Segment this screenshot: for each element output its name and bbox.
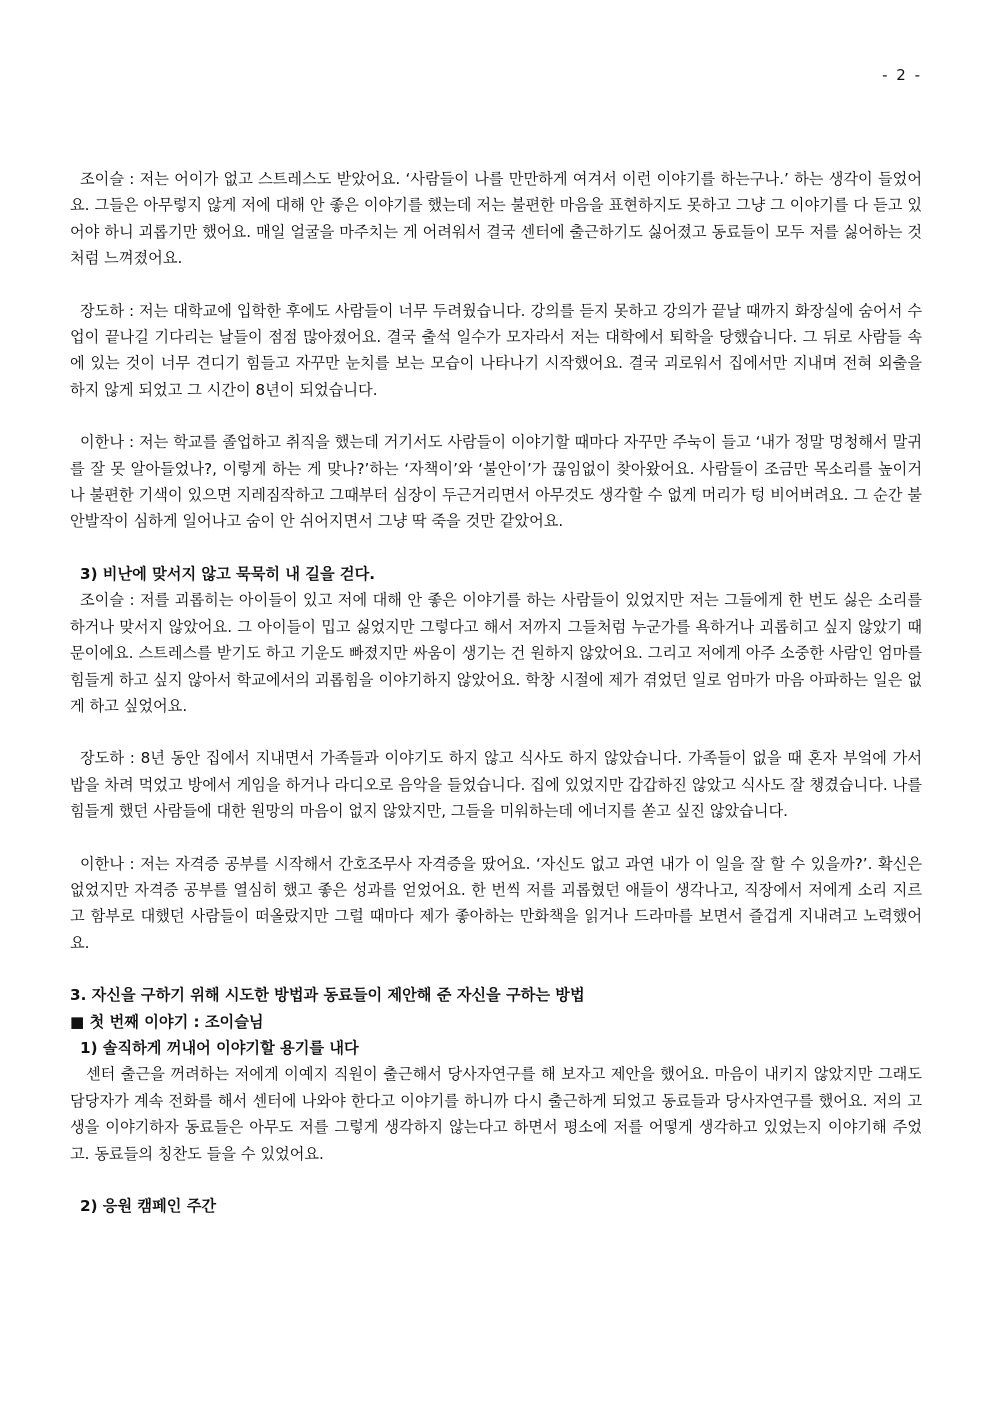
chapter-heading-saving-self: 3. 자신을 구하기 위해 시도한 방법과 동료들이 제안해 준 자신을 구하는 방법 [70,986,585,1005]
section-heading-walk-my-way: 3) 비난에 맞서지 않고 묵묵히 내 길을 걷다. [80,564,376,583]
paragraph-joiseul-bullying: 조이슬 : 저를 괴롭히는 아이들이 있고 저에 대해 안 좋은 이야기를 하는 사람들이 있었지만 저는 그들에게 한 번도 싫은 소리를 하거나 맞서지 않았어요. 그 아이들이 밉고 싫었지만 그렇다고 해서 저까지 그들처럼 누군가를 욕하거나 괴롭히고 싶지 않았기 때문이에요. 스트레스를 받기도 하고 기운도 빠졌지만 싸움이 생기는 건 원하지 않았어요. 그리고 저에게 아주 소중한 사람인 엄마를 힘들게 하고 싶지 않아서 학교에서의 괴롭힘을 이야기하지 않았어요. 학창 시절에 제가 겪었던 일로 엄마가 마음 아파하는 일은 없게 하고 싶었어요. [70,591,922,715]
paragraph-courage-body: 센터 출근을 꺼려하는 저에게 이예지 직원이 출근해서 당사자연구를 해 보자고 제안을 했어요. 마음이 내키지 않았지만 그래도 담당자가 계속 전화를 해서 센터에 나와야 한다고 이야기를 하니까 다시 출근하게 되었고 동료들과 당사자연구를 했어요. 저의 고생을 이야기하자 동료들은 아무도 저를 그렇게 생각하지 않는다고 하면서 평소에 저를 어떻게 생각하고 있었는지 이야기해 주었고. 동료들의 칭찬도 들을 수 있었어요. [70,1065,922,1163]
subsection-heading-campaign: 2) 응원 캠페인 주간 [80,1197,217,1215]
page-number: - 2 - [882,66,922,84]
document-body [70,166,922,1219]
paragraph-jangdoha-home: 장도하 : 8년 동안 집에서 지내면서 가족들과 이야기도 하지 않고 식사도 하지 않았습니다. 가족들이 없을 때 혼자 부엌에 가서 밥을 차려 먹었고 방에서 게임을 하거나 라디오로 음악을 들었습니다. 집에 있었지만 갑갑하진 않았고 식사도 잘 챙겼습니다. 나를 힘들게 했던 사람들에 대한 원망의 마음이 없지 않았지만, 그들을 미워하는데 에너지를 쏟고 싶진 않았습니다. [70,749,922,821]
subsection-heading-courage: 1) 솔직하게 꺼내어 이야기할 용기를 내다 [80,1038,359,1057]
story-heading-first: ■ 첫 번째 이야기 : 조이슬님 [70,1012,264,1031]
paragraph-joiseul-stress: 조이슬 : 저는 어이가 없고 스트레스도 받았어요. ‘사람들이 나를 만만하게 여겨서 이런 이야기를 하는구나.’ 하는 생각이 들었어요. 그들은 아무렇지 않게 저에 대해 안 좋은 이야기를 했는데 저는 불편한 마음을 표현하지도 못하고 그냥 그 이야기를 다 듣고 있어야 하니 괴롭기만 했어요. 매일 얼굴을 마주치는 게 어려워서 결국 센터에 출근하기도 싫어졌고 동료들이 모두 저를 싫어하는 것처럼 느껴졌어요. [70,170,922,268]
paragraph-leehanna-work: 이한나 : 저는 학교를 졸업하고 취직을 했는데 거기서도 사람들이 이야기할 때마다 자꾸만 주눅이 들고 ‘내가 정말 멍청해서 말귀를 잘 못 알아들었나?, 이렇게 하는 게 맞나?’하는 ‘자책이’와 ‘불안이’가 끊임없이 찾아왔어요. 사람들이 조금만 목소리를 높이거나 불편한 기색이 있으면 지레짐작하고 그때부터 심장이 두근거리면서 아무것도 생각할 수 없게 머리가 텅 비어버려요. 그 순간 불안발작이 심하게 일어나고 숨이 안 쉬어지면서 그냥 딱 죽을 것만 같았어요. [70,433,922,531]
paragraph-jangdoha-university: 장도하 : 저는 대학교에 입학한 후에도 사람들이 너무 두려웠습니다. 강의를 듣지 못하고 강의가 끝날 때까지 화장실에 숨어서 수업이 끝나길 기다리는 날들이 점점 많아졌어요. 결국 출석 일수가 모자라서 저는 대학에서 퇴학을 당했습니다. 그 뒤로 사람들 속에 있는 것이 너무 견디기 힘들고 자꾸만 눈치를 보는 모습이 나타나기 시작했어요. 결국 괴로워서 집에서만 지내며 전혀 외출을 하지 않게 되었고 그 시간이 8년이 되었습니다. [70,301,922,399]
paragraph-leehanna-certificate: 이한나 : 저는 자격증 공부를 시작해서 간호조무사 자격증을 땄어요. ‘자신도 없고 과연 내가 이 일을 잘 할 수 있을까?’. 확신은 없었지만 자격증 공부를 열심히 했고 좋은 성과를 얻었어요. 한 번씩 저를 괴롭혔던 애들이 생각나고, 직장에서 저에게 소리 지르고 함부로 대했던 사람들이 떠올랐지만 그럴 때마다 제가 좋아하는 만화책을 읽거나 드라마를 보면서 즐겁게 지내려고 노력했어요. [70,854,922,952]
